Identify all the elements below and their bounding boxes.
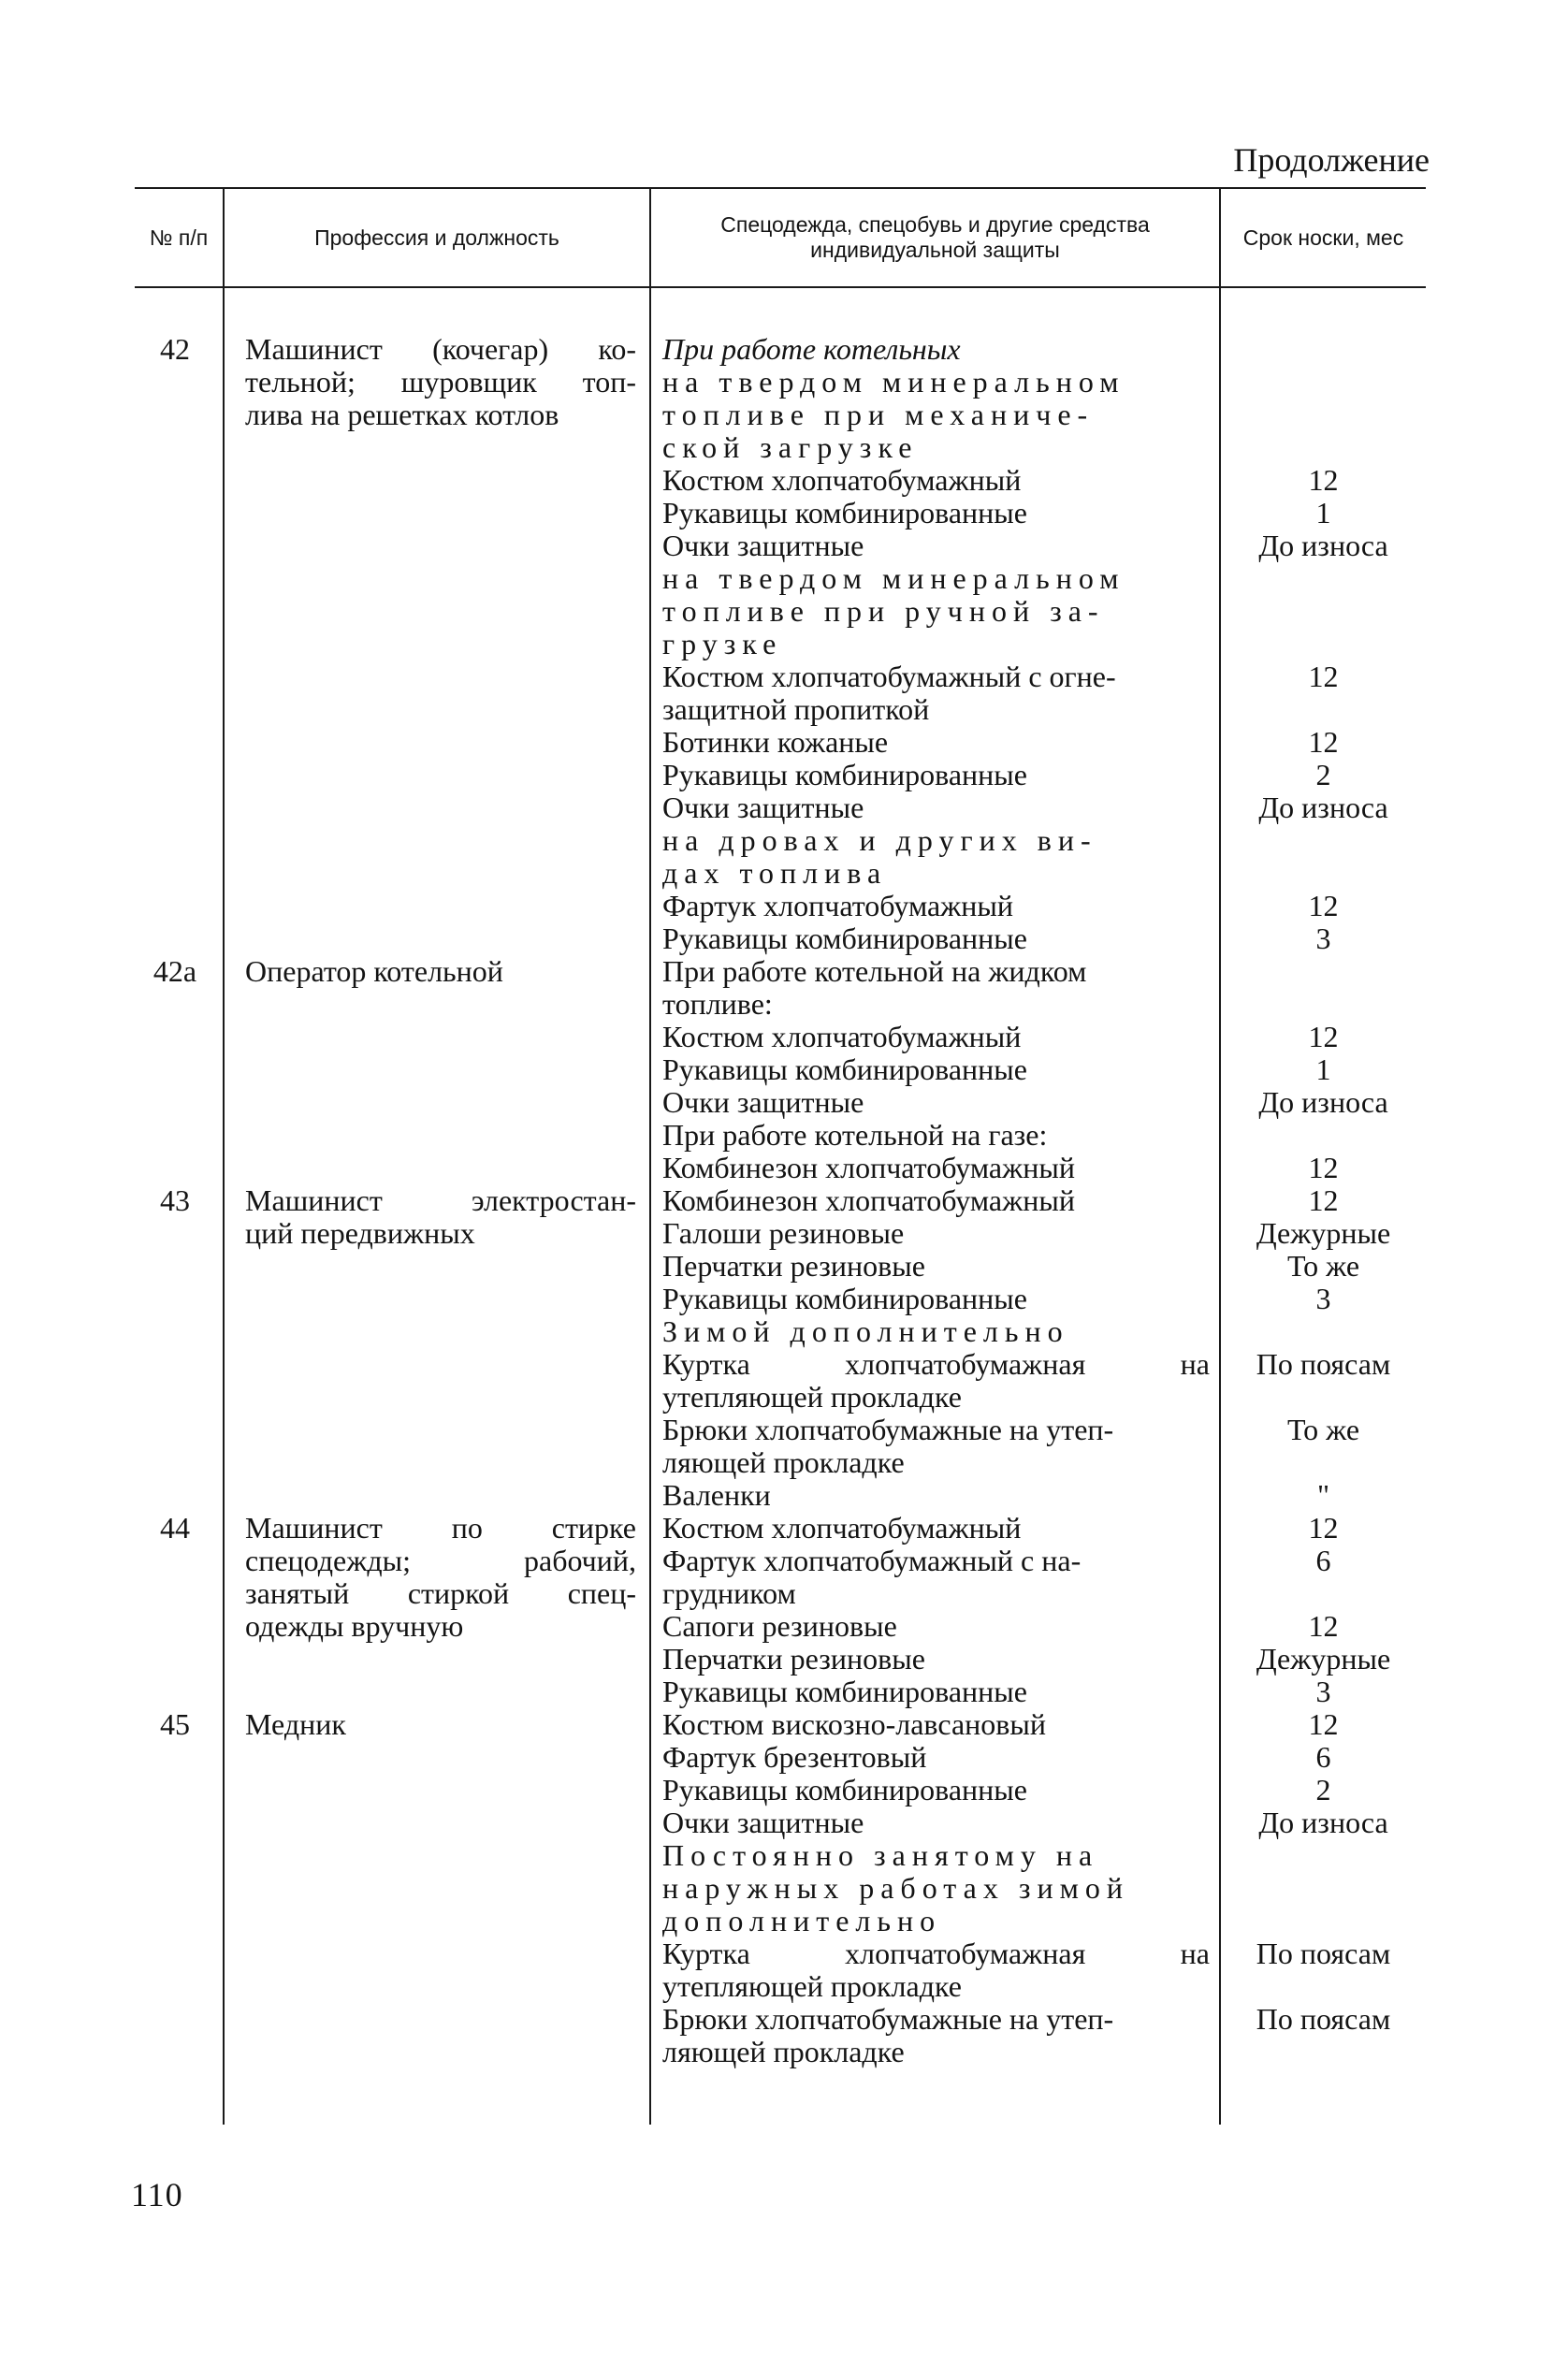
item-line: Перчатки резиновые: [662, 1250, 925, 1283]
item-line: Куртка хлопчатобумажная на: [662, 1348, 1210, 1381]
header-items: Спецодежда, спецобувь и другие средства индивидуальной защиты: [650, 188, 1220, 287]
item-line: топливе:: [662, 988, 773, 1021]
items-cell: [650, 287, 1220, 955]
term-value: [1221, 1905, 1426, 1937]
terms-cell: [1220, 1184, 1426, 1512]
term-value: [1221, 1381, 1426, 1414]
profession-line: Машинист (кочегар) ко-: [245, 332, 636, 366]
item-line: топливе при ручной за-: [662, 595, 1105, 628]
term-value: До износа: [1258, 530, 1388, 562]
term-value: 3: [1315, 1283, 1331, 1315]
row-number: 42: [160, 332, 190, 366]
item-line: Очки защитные: [662, 1086, 864, 1119]
term-value: До износа: [1258, 791, 1388, 824]
items-cell: [650, 1512, 1220, 1708]
term-value: [1221, 1970, 1426, 2003]
item-line: Фартук хлопчатобумажный: [662, 890, 1014, 922]
items-cell: [650, 1708, 1220, 2125]
term-value: 1: [1315, 497, 1331, 530]
item-line: утепляющей прокладке: [662, 1381, 962, 1414]
item-line: При работе котельных: [662, 333, 961, 366]
table-row: [135, 287, 1426, 955]
items-cell: [650, 1184, 1220, 1512]
profession-cell: [224, 1512, 650, 1708]
term-value: Дежурные: [1256, 1643, 1391, 1676]
term-value: [1221, 1315, 1426, 1348]
profession-cell: [224, 1708, 650, 2125]
row-number: 45: [160, 1707, 190, 1741]
item-line: ляющей прокладке: [662, 2036, 905, 2068]
header-num: № п/п: [149, 225, 209, 250]
table-row: [135, 1512, 1426, 1708]
terms-cell: [1220, 1512, 1426, 1708]
item-line: Костюм хлопчатобумажный: [662, 1512, 1022, 1545]
table-row: [135, 955, 1426, 1184]
ppe-norms-table: [135, 187, 1426, 2125]
profession-cell: [224, 1184, 650, 1512]
term-value: 1: [1315, 1053, 1331, 1086]
page-number: 110: [131, 2176, 183, 2213]
item-line: Куртка хлопчатобумажная на: [662, 1937, 1210, 1970]
item-line: Очки защитные: [662, 530, 864, 562]
term-value: [1221, 628, 1426, 660]
item-line: При работе котельной на жидком: [662, 955, 1087, 988]
item-line: Валенки: [662, 1479, 771, 1512]
item-line: Перчатки резиновые: [662, 1643, 925, 1676]
term-value: [1221, 562, 1426, 595]
item-line: Костюм хлопчатобумажный с огне-: [662, 660, 1116, 693]
item-line: При работе котельной на газе:: [662, 1119, 1048, 1152]
term-value: 12: [1308, 890, 1339, 922]
term-value: [1221, 399, 1426, 431]
term-value: По поясам: [1256, 2003, 1391, 2036]
row-number: 43: [160, 1183, 190, 1217]
profession-line: ций передвижных: [245, 1216, 475, 1250]
item-line: Рукавицы комбинированные: [662, 1283, 1027, 1315]
item-line: Галоши резиновые: [662, 1217, 905, 1250]
terms-cell: [1220, 287, 1426, 955]
term-value: То же: [1286, 1250, 1360, 1283]
header-profession: Профессия и должность: [224, 188, 650, 287]
table-body: [135, 287, 1426, 2125]
item-line: Очки защитные: [662, 791, 864, 824]
term-value: То же: [1286, 1414, 1360, 1446]
term-value: [1221, 1839, 1426, 1872]
table-row: [135, 1184, 1426, 1512]
term-value: [1221, 1446, 1426, 1479]
terms-cell: [1220, 955, 1426, 1184]
item-line: Рукавицы комбинированные: [662, 922, 1027, 955]
items-cell: [650, 955, 1220, 1184]
item-line: грудником: [662, 1577, 796, 1610]
term-value: [1221, 1577, 1426, 1610]
term-value: [1221, 595, 1426, 628]
item-line: на твердом минеральном: [662, 562, 1125, 595]
term-value: 6: [1315, 1741, 1331, 1774]
item-line: Постоянно занятому на: [662, 1839, 1099, 1872]
term-value: 12: [1308, 1512, 1339, 1545]
continuation-label: Продолжение: [1233, 141, 1430, 179]
profession-line: Машинист электростан-: [245, 1183, 636, 1217]
item-line: на дровах и других ви-: [662, 824, 1097, 857]
term-value: 12: [1308, 660, 1339, 693]
item-line: Брюки хлопчатобумажные на утеп-: [662, 2003, 1114, 2036]
table-header: [135, 188, 1426, 287]
item-line: Комбинезон хлопчатобумажный: [662, 1152, 1075, 1184]
item-line: Рукавицы комбинированные: [662, 759, 1027, 791]
term-value: [1221, 988, 1426, 1021]
item-line: Костюм хлопчатобумажный: [662, 1021, 1022, 1053]
term-value: [1221, 857, 1426, 890]
item-line: Зимой дополнительно: [662, 1315, 1069, 1348]
term-value: 12: [1308, 1021, 1339, 1053]
item-line: Сапоги резиновые: [662, 1610, 897, 1643]
term-value: До износа: [1258, 1086, 1388, 1119]
row-number: 44: [160, 1511, 190, 1545]
profession-line: тельной; шуровщик топ-: [245, 365, 636, 399]
term-value: Дежурные: [1256, 1217, 1391, 1250]
profession-line: Оператор котельной: [245, 954, 503, 988]
term-value: 3: [1315, 1676, 1331, 1708]
term-value: 12: [1308, 1184, 1339, 1217]
item-line: ской загрузке: [662, 431, 919, 464]
item-line: Фартук хлопчатобумажный с на-: [662, 1545, 1082, 1577]
term-value: 12: [1308, 726, 1339, 759]
term-value: [1221, 2036, 1426, 2068]
profession-line: спецодежды; рабочий,: [245, 1544, 636, 1577]
profession-line: лива на решетках котлов: [245, 398, 559, 431]
term-value: [1221, 824, 1426, 857]
item-line: на твердом минеральном: [662, 366, 1125, 399]
term-value: 2: [1315, 759, 1331, 791]
term-value: До износа: [1258, 1806, 1388, 1839]
item-line: Рукавицы комбинированные: [662, 497, 1027, 530]
item-line: защитной пропиткой: [662, 693, 930, 726]
table-row: [135, 1708, 1426, 2125]
item-line: Брюки хлопчатобумажные на утеп-: [662, 1414, 1114, 1446]
profession-cell: [224, 287, 650, 955]
term-value: [1221, 693, 1426, 726]
terms-cell: [1220, 1708, 1426, 2125]
item-line: Очки защитные: [662, 1806, 864, 1839]
term-value: 3: [1315, 922, 1331, 955]
item-line: Комбинезон хлопчатобумажный: [662, 1184, 1075, 1217]
term-value: 12: [1308, 1152, 1339, 1184]
term-value: 6: [1315, 1545, 1331, 1577]
profession-line: Медник: [245, 1707, 346, 1741]
row-number: 42а: [152, 954, 197, 988]
term-value: 12: [1308, 1610, 1339, 1643]
term-value: [1221, 955, 1426, 988]
term-value: [1221, 366, 1426, 399]
term-value: По поясам: [1256, 1937, 1391, 1970]
term-value: [1221, 333, 1426, 366]
term-value: [1221, 1119, 1426, 1152]
item-line: грузке: [662, 628, 783, 660]
profession-cell: [224, 955, 650, 1184]
profession-line: одежды вручную: [245, 1609, 464, 1643]
term-value: [1221, 1872, 1426, 1905]
term-value: 12: [1308, 464, 1339, 497]
item-line: Рукавицы комбинированные: [662, 1774, 1027, 1806]
profession-line: Машинист по стирке: [245, 1511, 636, 1545]
item-line: Костюм хлопчатобумажный: [662, 464, 1022, 497]
header-term: Срок носки, мес: [1220, 188, 1426, 287]
item-line: дах топлива: [662, 857, 888, 890]
term-value: 12: [1308, 1708, 1339, 1741]
item-line: Ботинки кожаные: [662, 726, 889, 759]
term-value: По поясам: [1256, 1348, 1391, 1381]
item-line: топливе при механиче-: [662, 399, 1095, 431]
profession-line: занятый стиркой спец-: [245, 1576, 636, 1610]
item-line: Костюм вискозно-лавсановый: [662, 1708, 1046, 1741]
item-line: Фартук брезентовый: [662, 1741, 927, 1774]
item-line: ляющей прокладке: [662, 1446, 905, 1479]
term-value: ": [1316, 1479, 1330, 1512]
item-line: утепляющей прокладке: [662, 1970, 962, 2003]
item-line: Рукавицы комбинированные: [662, 1676, 1027, 1708]
term-value: [1221, 431, 1426, 464]
term-value: 2: [1315, 1774, 1331, 1806]
item-line: Рукавицы комбинированные: [662, 1053, 1027, 1086]
item-line: дополнительно: [662, 1905, 942, 1937]
item-line: наружных работах зимой: [662, 1872, 1129, 1905]
